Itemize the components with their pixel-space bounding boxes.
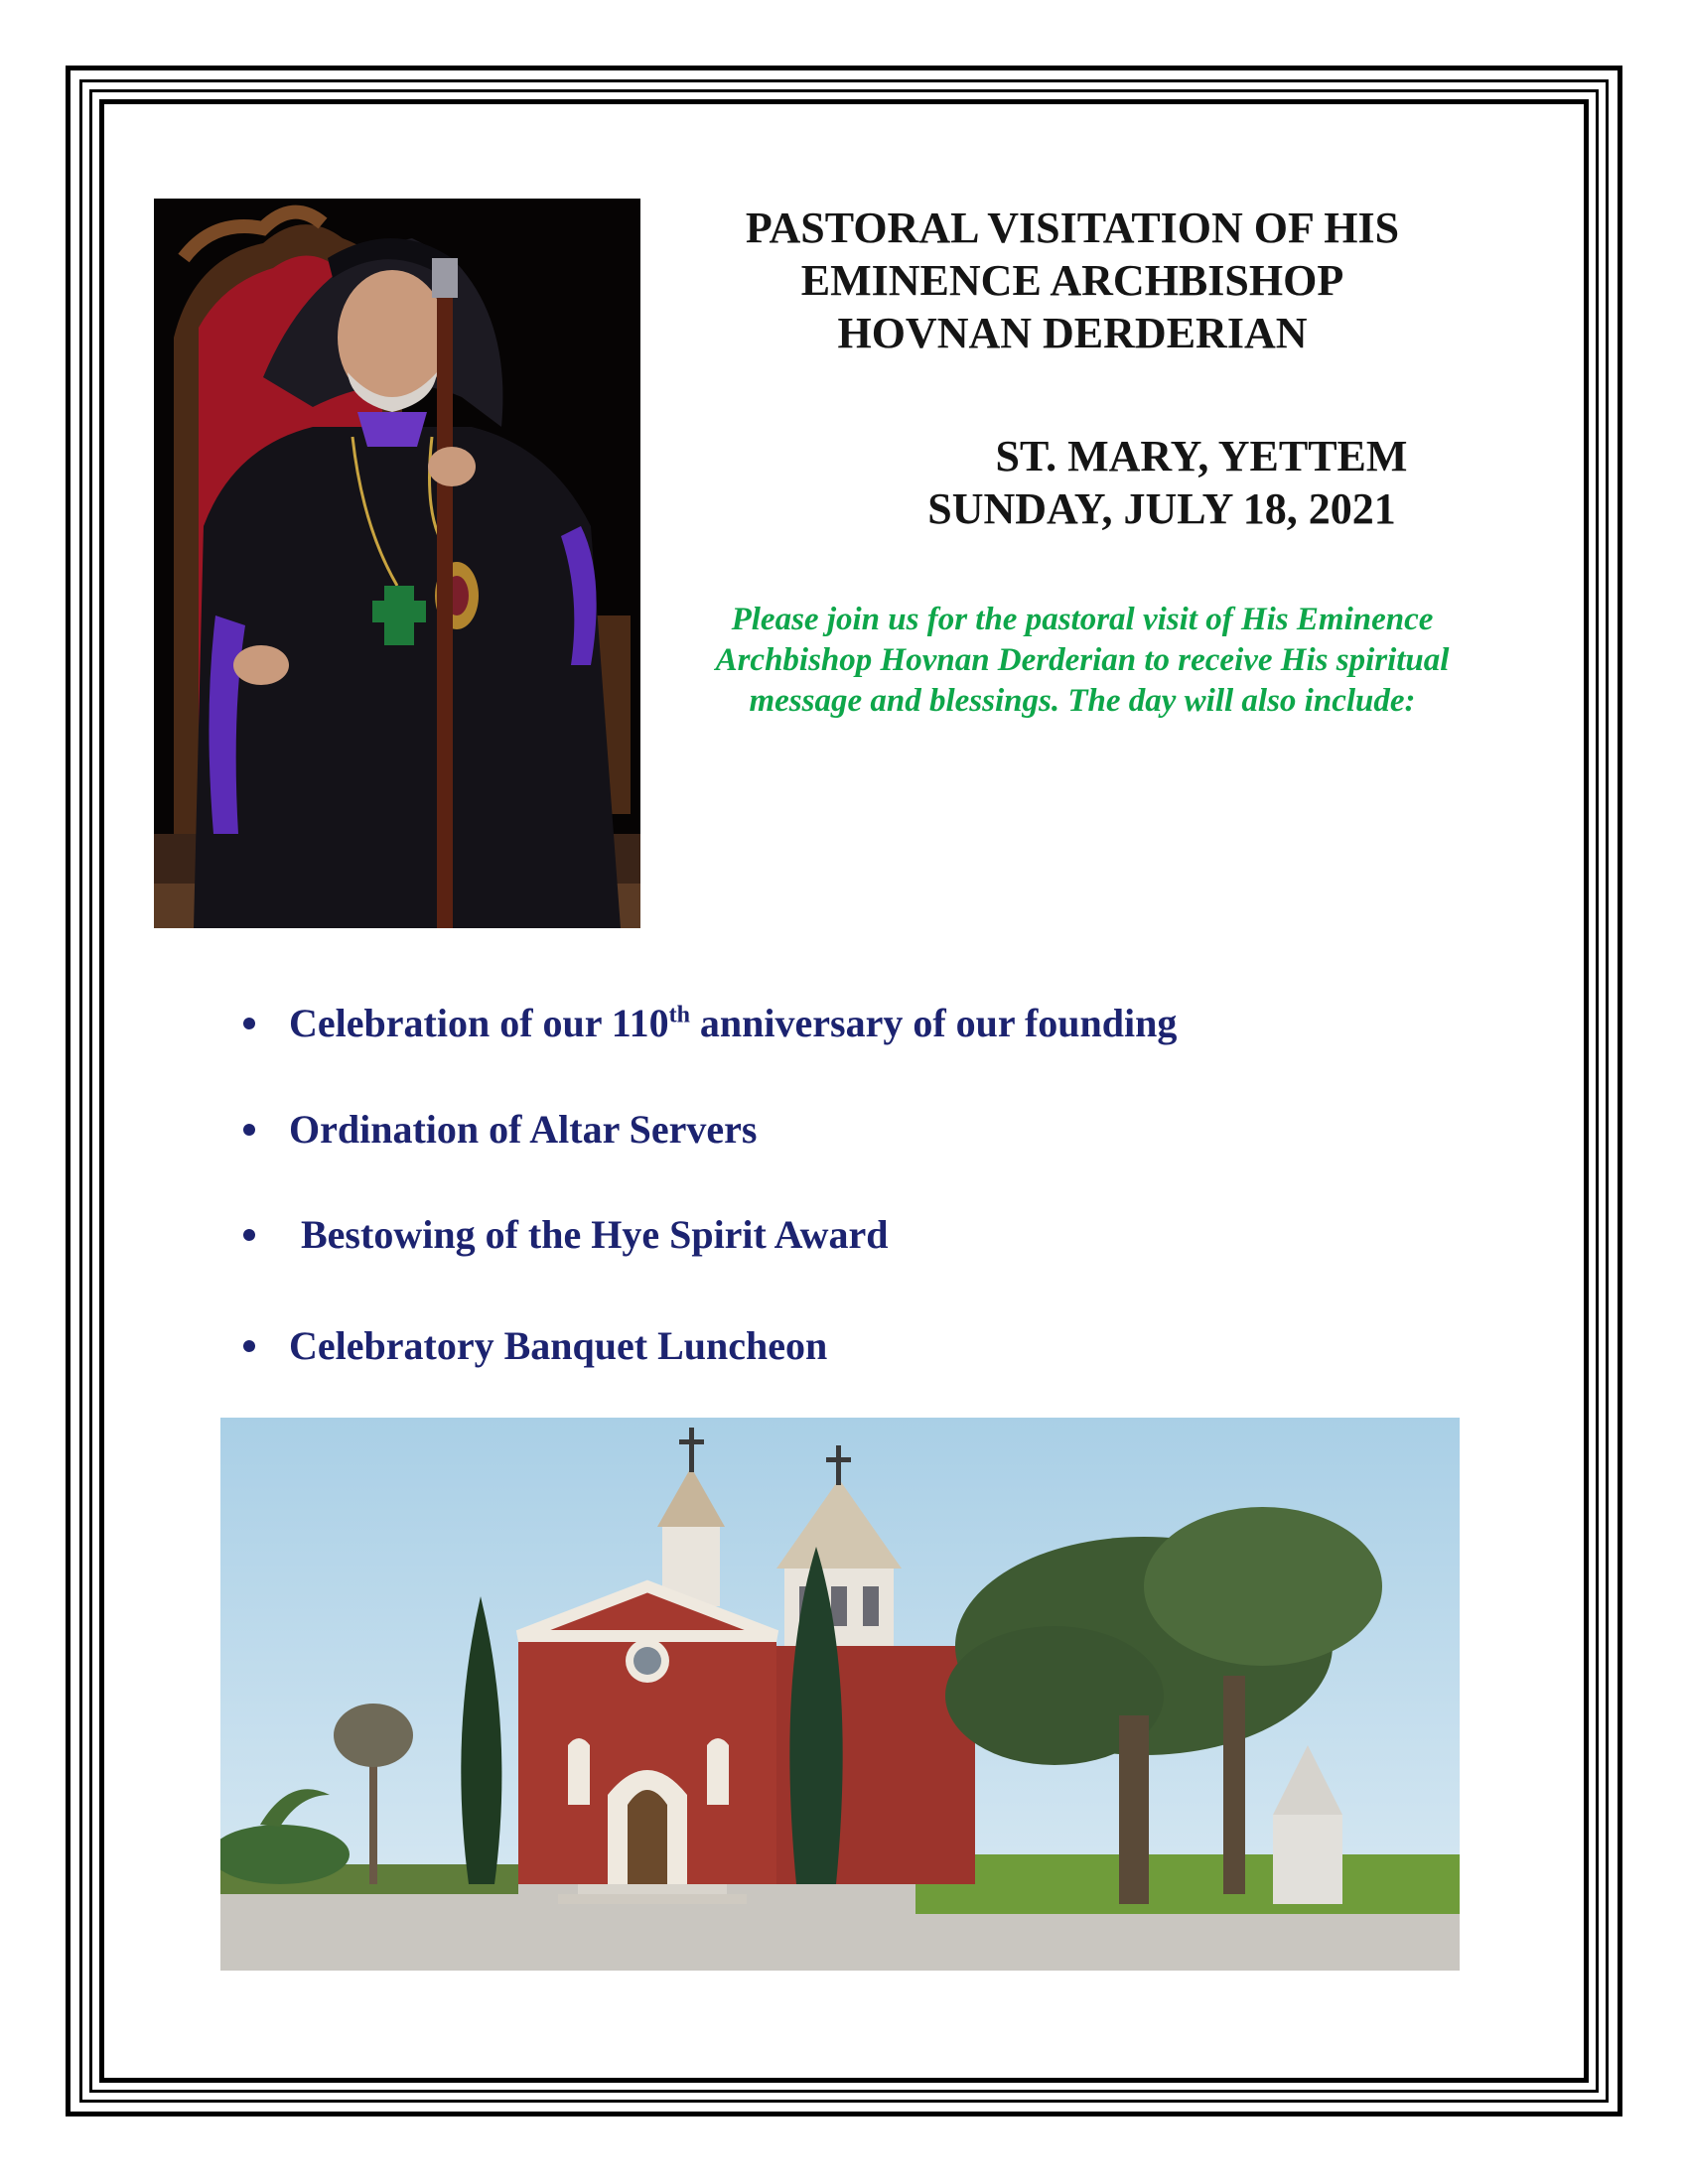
- event-title-line: EMINENCE ARCHBISHOP: [800, 256, 1344, 305]
- invitation-text: Please join us for the pastoral visit of His Eminence Archbishop Hovnan Derderian to receive His spiritual message and blessings. The day will also include:: [715, 602, 1450, 719]
- event-title-line: PASTORAL VISITATION OF HIS: [745, 204, 1400, 252]
- agenda-item: [243, 1000, 1177, 1046]
- bullet-icon: [243, 1229, 255, 1241]
- agenda-item: [243, 1211, 888, 1258]
- bullet-icon: [243, 1124, 255, 1136]
- agenda-item-text: anniversary of our founding: [689, 1001, 1178, 1045]
- bullet-icon: [243, 1340, 255, 1352]
- event-date: SUNDAY, JULY 18, 2021: [927, 484, 1396, 533]
- ordinal-suffix: th: [668, 1002, 690, 1028]
- church-building-photo: [220, 1418, 1460, 1971]
- agenda-item-text: Celebration of our 110: [289, 1001, 669, 1045]
- archbishop-portrait-photo: [154, 199, 640, 928]
- agenda-item-text: Bestowing of the Hye Spirit Award: [301, 1212, 889, 1257]
- bullet-icon: [243, 1018, 255, 1029]
- agenda-item: [243, 1322, 827, 1369]
- venue-name: ST. MARY, YETTEM: [995, 432, 1408, 480]
- agenda-item-text: Celebratory Banquet Luncheon: [289, 1323, 828, 1368]
- event-title-line: HOVNAN DERDERIAN: [837, 309, 1308, 357]
- agenda-item: [243, 1106, 757, 1153]
- event-venue-date: [794, 430, 1529, 535]
- event-title: [675, 202, 1470, 359]
- agenda-item-text: Ordination of Altar Servers: [289, 1107, 758, 1152]
